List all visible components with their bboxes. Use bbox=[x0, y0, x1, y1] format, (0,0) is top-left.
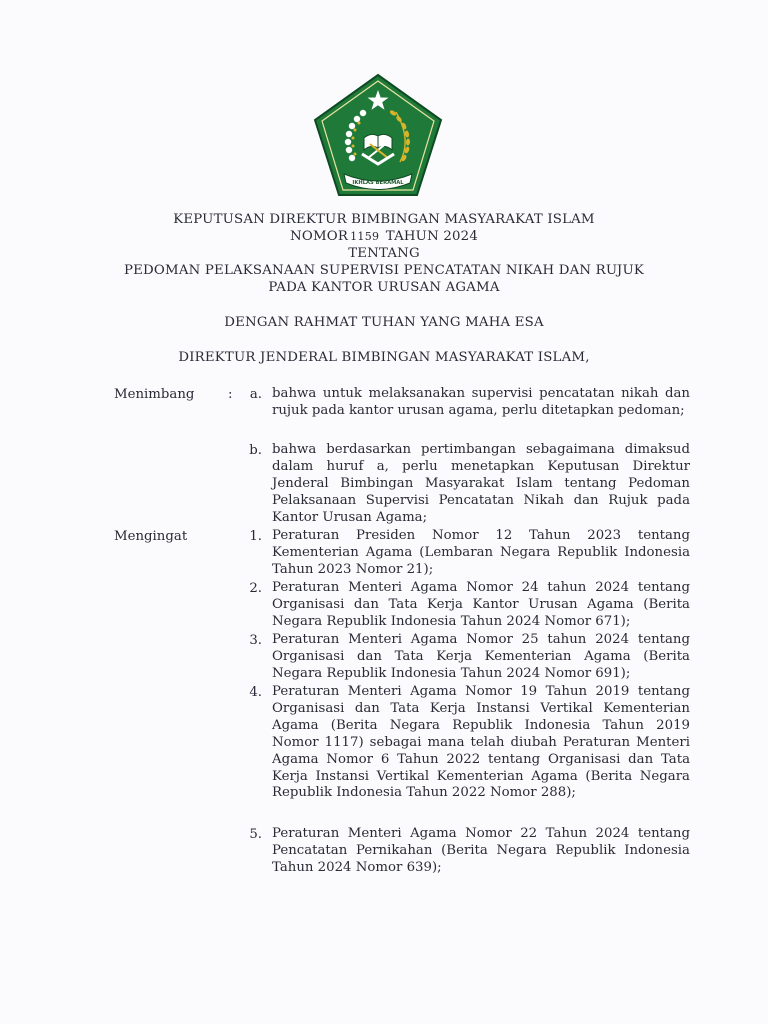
emblem-banner-text: IKHLAS BERAMAL bbox=[352, 180, 404, 186]
blessing-line: DENGAN RAHMAT TUHAN YANG MAHA ESA bbox=[224, 315, 544, 330]
menimbang-label: Menimbang bbox=[114, 387, 195, 402]
ministry-emblem-icon bbox=[312, 72, 444, 198]
menimbang-marker-a: a. bbox=[249, 387, 262, 402]
mengingat-item-5: Peraturan Menteri Agama Nomor 22 Tahun 2024 tentang Pencatatan Pernikahan (Berita Negara Republik Indonesia Tahun 2024 Nomor 639); bbox=[272, 826, 690, 875]
decree-number-line bbox=[0, 228, 768, 245]
nomor-year: TAHUN 2024 bbox=[385, 229, 478, 244]
nomor-number: 1159 bbox=[350, 230, 380, 243]
mengingat-item-4: Peraturan Menteri Agama Nomor 19 Tahun 2019 tentang Organisasi dan Tata Kerja Instansi Vertikal Kementerian Agama (Berita Negara Republik Indonesia Tahun 2019 Nomor 1117) sebagai mana telah diubah Peraturan Menteri Agama Nomor 6 Tahun 2022 tentang Organisasi dan Tata Kerja Instansi Vertikal Kementerian Agama (Berita Negara Republik Indonesia Tahun 2022 Nomor 288); bbox=[272, 684, 690, 801]
decree-subject-line-2: PADA KANTOR URUSAN AGAMA bbox=[268, 280, 500, 295]
menimbang-marker-b: b. bbox=[249, 443, 262, 458]
decree-title: KEPUTUSAN DIREKTUR BIMBINGAN MASYARAKAT ISLAM bbox=[173, 212, 595, 227]
mengingat-item-2: Peraturan Menteri Agama Nomor 24 tahun 2024 tentang Organisasi dan Tata Kerja Kantor Urusan Agama (Berita Negara Republik Indonesia Tahun 2024 Nomor 671); bbox=[272, 580, 690, 629]
decree-subject-line-1: PEDOMAN PELAKSANAAN SUPERVISI PENCATATAN NIKAH DAN RUJUK bbox=[124, 263, 644, 278]
decree-about: TENTANG bbox=[348, 246, 420, 261]
mengingat-marker-4: 4. bbox=[249, 685, 262, 700]
menimbang-item-b: bahwa berdasarkan pertimbangan sebagaimana dimaksud dalam huruf a, perlu menetapkan Keputusan Direktur Jenderal Bimbingan Masyarakat Islam tentang Pedoman Pelaksanaan Supervisi Pencatatan Nikah dan Rujuk pada Kantor Urusan Agama; bbox=[272, 442, 690, 525]
mengingat-marker-5: 5. bbox=[249, 827, 262, 842]
menimbang-colon: : bbox=[228, 387, 233, 402]
mengingat-marker-2: 2. bbox=[249, 581, 262, 596]
mengingat-label: Mengingat bbox=[114, 529, 188, 544]
mengingat-item-1: Peraturan Presiden Nomor 12 Tahun 2023 tentang Kementerian Agama (Lembaran Negara Republik Indonesia Tahun 2023 Nomor 21); bbox=[272, 528, 690, 577]
official-title: DIREKTUR JENDERAL BIMBINGAN MASYARAKAT ISLAM, bbox=[178, 350, 590, 365]
nomor-prefix: NOMOR bbox=[290, 229, 349, 244]
menimbang-item-a: bahwa untuk melaksanakan supervisi pencatatan nikah dan rujuk pada kantor urusan agama, perlu ditetapkan pedoman; bbox=[272, 386, 690, 418]
mengingat-marker-1: 1. bbox=[249, 529, 262, 544]
mengingat-marker-3: 3. bbox=[249, 633, 262, 648]
mengingat-item-3: Peraturan Menteri Agama Nomor 25 tahun 2024 tentang Organisasi dan Tata Kerja Kementerian Agama (Berita Negara Republik Indonesia Tahun 2024 Nomor 691); bbox=[272, 632, 690, 681]
